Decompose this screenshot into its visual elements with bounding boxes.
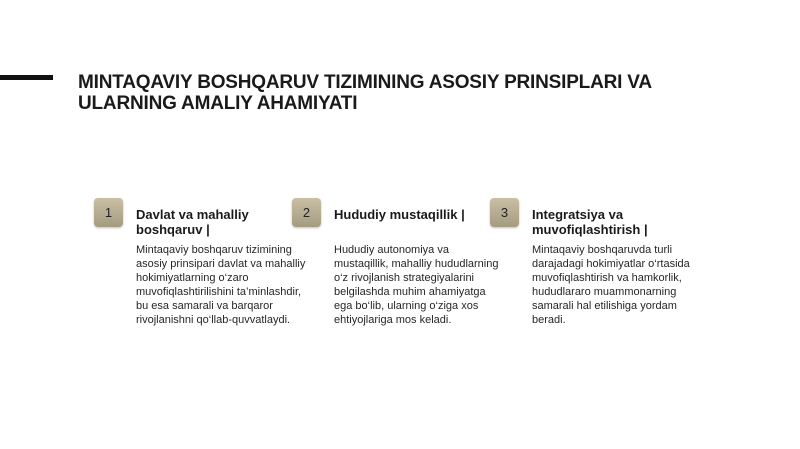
number-badge: 3 bbox=[490, 198, 519, 227]
slide-title: MINTAQAVIY BOSHQARUV TIZIMINING ASOSIY PRINSIPLARI VA ULARNING AMALIY AHAMIYATI bbox=[78, 72, 652, 114]
number-badge: 1 bbox=[94, 198, 123, 227]
number-badge: 2 bbox=[292, 198, 321, 227]
card-text: Mintaqaviy boshqaruv tizimining asosiy prinsipari davlat va mahalliy hokimiyatlarning o‘zaro muvofiqlashtirilishini ta’minlashdir, bu esa samarali va barqaror rivojlanishni qo‘llab-quvvatlaydi. bbox=[136, 244, 306, 326]
title-accent-bar bbox=[0, 75, 53, 80]
card-title: Davlat va mahalliy boshqaruv | bbox=[136, 207, 249, 237]
card-title: Hududiy mustaqillik | bbox=[334, 207, 465, 222]
card-title: Integratsiya va muvofiqlashtirish | bbox=[532, 207, 648, 237]
card-text: Mintaqaviy boshqaruvda turli darajadagi hokimiyatlar o‘rtasida muvofiqlashtirish va hamkorlik, hududlararo muammonarning samarali hal etilishiga yordam beradi. bbox=[532, 244, 690, 326]
card-text: Hududiy autonomiya va mustaqillik, mahalliy hududlarning o‘z rivojlanish strategiyalarini belgilashda muhim ahamiyatga ega bo‘lib, ularning o‘ziga xos ehtiyojlariga mos keladi. bbox=[334, 244, 499, 326]
